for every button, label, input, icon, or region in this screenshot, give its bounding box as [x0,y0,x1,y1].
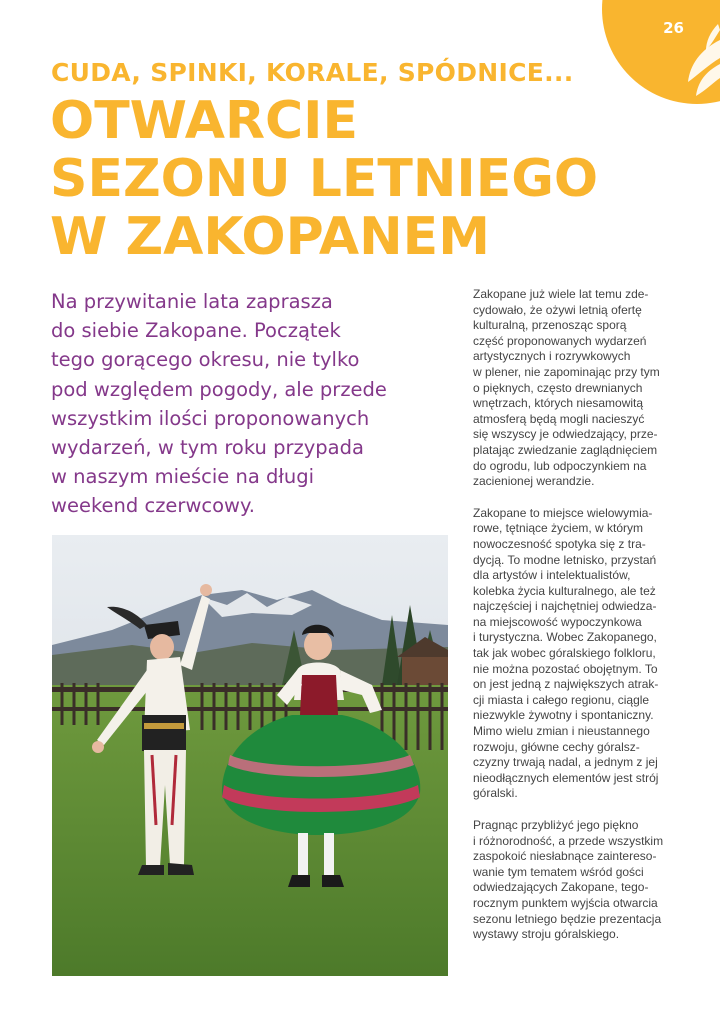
body-line: w plener, nie zapominając przy tym [473,364,660,379]
body-line: na miejscowość wypoczynkowa [473,614,642,629]
body-column [473,287,673,959]
body-line: czyzny trwają nadal, a jednym z jej [473,755,658,770]
lead-line: wydarzeń, w tym roku przypada [51,436,364,460]
page-number: 26 [663,19,684,37]
lead-line: Na przywitanie lata zaprasza [51,290,333,313]
body-line: dycją. To modne letnisko, przystań [473,552,657,567]
body-line: część proponowanych wydarzeń [473,333,647,348]
headline-line: SEZONU LETNIEGO [50,149,599,209]
body-line: nieodłącznych elementów jest strój [473,770,659,785]
body-line: i różnorodność, a przede wszystkim [473,833,664,848]
body-line: góralski. [473,786,518,801]
body-line: cji miasta i całego regionu, ciągle [473,692,650,707]
wheat-leaf-icon [660,20,720,100]
body-line: nie można pozostać obojętnym. To [473,661,658,676]
lead-paragraph [51,287,441,521]
lead-line: weekend czerwcowy. [51,494,255,518]
headline-line: OTWARCIE [50,91,359,151]
body-line: on jest jedną z największych atrak- [473,677,659,692]
lead-line: tego gorącego okresu, nie tylko [51,348,360,372]
body-line: rowe, tętniące życiem, w którym [473,521,644,536]
body-line: zaspokoić niesłabnące zaintereso- [473,849,657,864]
body-line: rocznym punktem wyjścia otwarcia [473,895,658,910]
lead-line: pod względem pogody, ale przede [51,377,387,401]
body-paragraph [473,818,673,943]
body-line: kolebka życia kulturalnego, ale też [473,583,656,598]
body-line: rozwoju, główne cechy góralsz- [473,739,640,754]
body-line: się wszyscy je odwiedzający, prze- [473,427,658,442]
body-paragraph [473,287,673,490]
body-line: nowoczesność spotyka się z tra- [473,536,646,551]
body-line: dla artystów i intelektualistów, [473,568,631,583]
body-line: i turystyczna. Wobec Zakopanego, [473,630,657,645]
body-line: o pięknych, często drewnianych [473,380,643,395]
body-line: odwiedzających Zakopane, tego- [473,880,649,895]
body-line: wnętrzach, których niesamowitą [473,396,644,411]
headline-line: W ZAKOPANEM [50,207,490,267]
body-line: do ogrodu, lub odpoczynkiem na [473,458,647,473]
headline [50,92,598,266]
body-line: Pragnąc przybliżyć jego piękno [473,818,639,832]
lead-line: do siebie Zakopane. Początek [51,319,341,343]
body-line: sezonu letniego będzie prezentacja [473,911,662,926]
folk-dancers-photo [52,535,448,976]
body-line: atmosferą będą mogli nacieszyć [473,411,645,426]
lead-line: w naszym mieście na długi [51,465,315,489]
body-line: wanie tym tematem wśród gości [473,864,644,879]
body-line: artystycznych i rozrywkowych [473,349,631,364]
kicker: CUDA, SPINKI, KORALE, SPÓDNICE... [51,58,574,87]
body-line: tak jak wobec góralskiego folkloru, [473,646,656,661]
body-paragraph [473,506,673,802]
body-line: niezwykle żywotny i spontaniczny. [473,708,654,723]
body-line: zacienionej werandzie. [473,474,595,489]
body-line: cydowało, że ożywi letnią ofertę [473,302,642,317]
body-line: wystawy stroju góralskiego. [473,927,620,942]
body-line: Mimo wielu zmian i nieustannego [473,724,650,739]
body-line: Zakopane już wiele lat temu zde- [473,287,649,301]
body-line: Zakopane to miejsce wielowymia- [473,505,653,520]
body-line: najczęściej i najchętniej odwiedza- [473,599,657,614]
lead-line: wszystkim ilości proponowanych [51,406,370,430]
body-line: platając zwiedzanie zaglądnięciem [473,442,658,457]
body-line: kulturalną, przenosząc sporą [473,318,627,333]
